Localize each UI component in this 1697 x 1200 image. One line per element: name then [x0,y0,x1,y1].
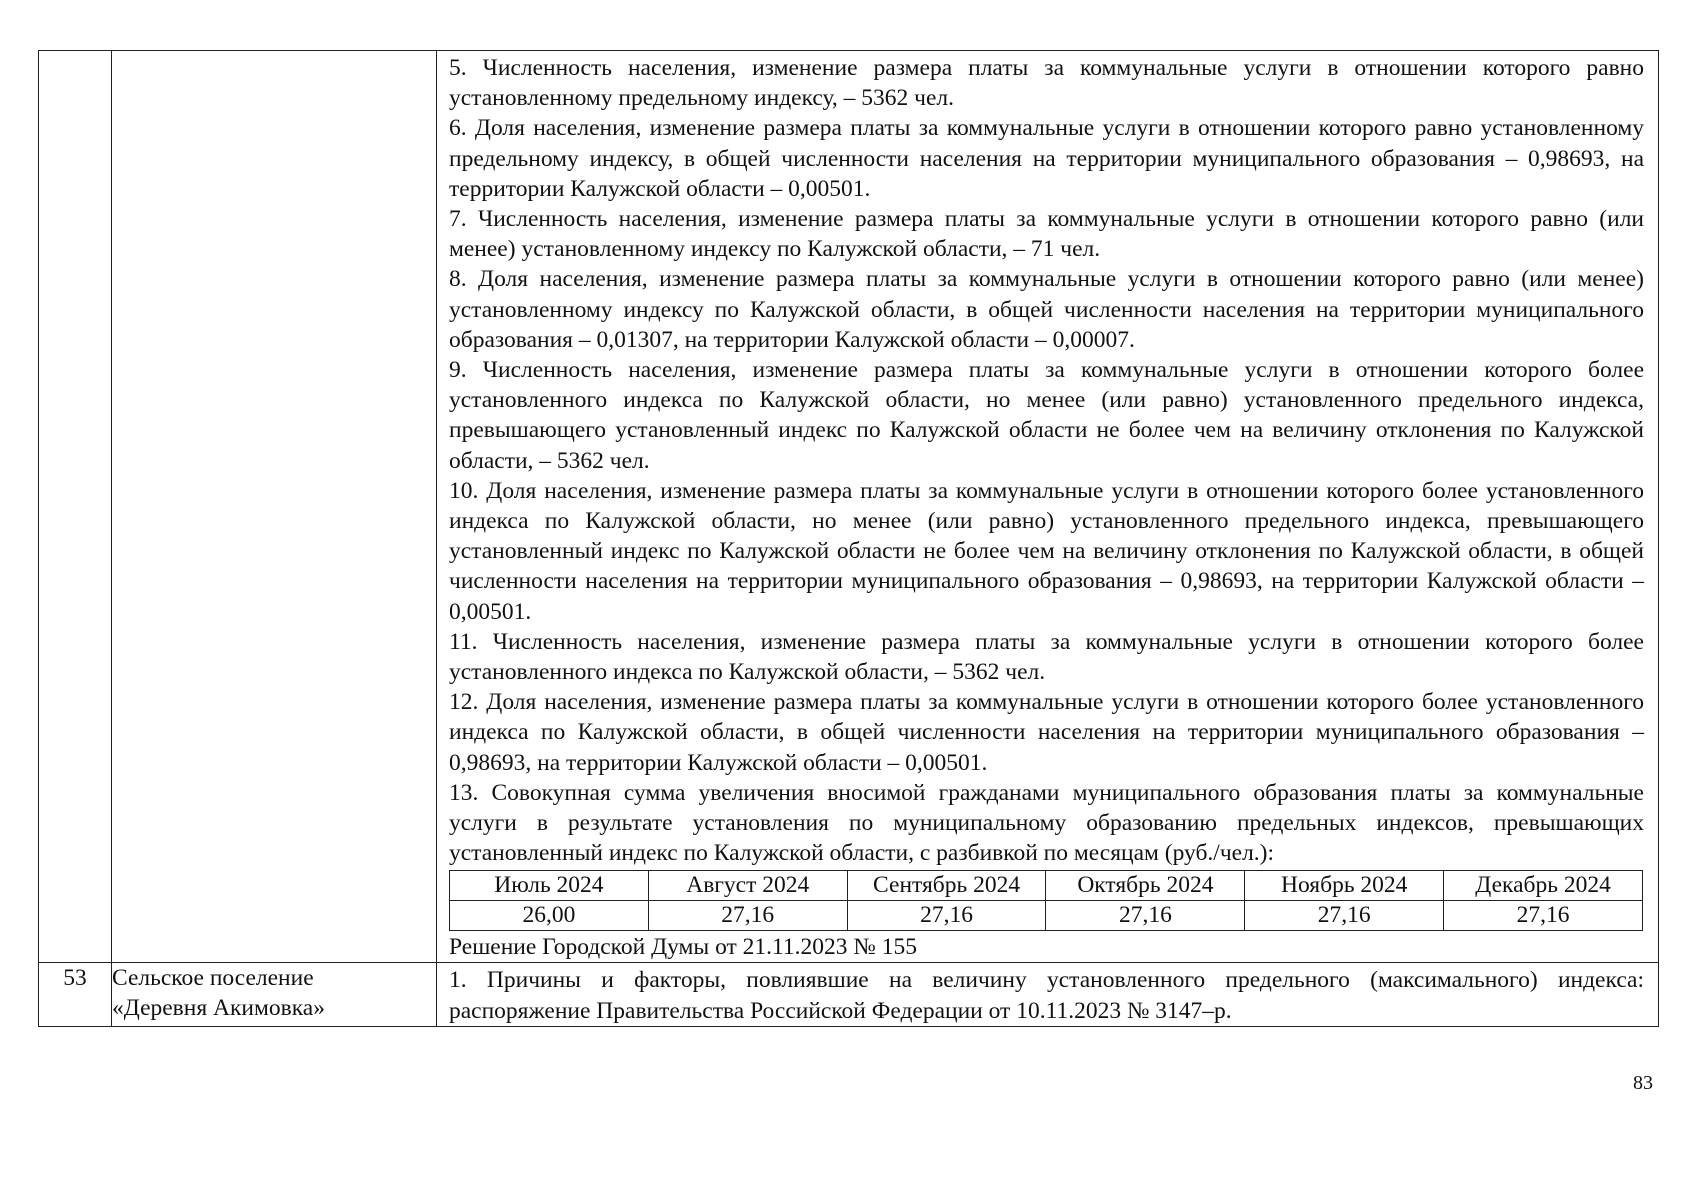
month-header: Декабрь 2024 [1444,871,1643,901]
month-header: Октябрь 2024 [1046,871,1245,901]
municipality-name-line1: Сельское поселение [112,965,314,992]
month-value: 27,16 [1444,901,1643,931]
months-value-row [450,901,1643,931]
description-cell [437,51,1659,963]
month-value: 27,16 [1245,901,1444,931]
indices-table [38,50,1659,1027]
month-header: Ноябрь 2024 [1245,871,1444,901]
month-header: Август 2024 [648,871,847,901]
month-header: Сентябрь 2024 [847,871,1046,901]
paragraph-11: 11. Численность населения, изменение размера платы за коммунальные услуги в отношении которого более установленного индекса по Калужской области, – 5362 чел. [449,628,1644,686]
month-value: 26,00 [450,901,649,931]
municipality-name-cell [112,51,437,963]
paragraph-10: 10. Доля населения, изменение размера платы за коммунальные услуги в отношении которого более установленного индекса по Калужской области, но менее (или равно) установленного предельного индекса, превышающего установленный индекс по Калужской области не более чем на величину отклонения по Калужской области, в общей численности населения на территории муниципального образования – 0,98693, на территории Калужской области – 0,00501. [449,477,1644,625]
municipality-name-line2: «Деревня Акимовка» [112,995,325,1022]
table-row-53 [39,963,1659,1026]
row-number-cell: 53 [39,963,112,1026]
paragraph-6: 6. Доля населения, изменение размера платы за коммунальные услуги в отношении которого равно установленному предельному индексу, в общей численности населения на территории муниципального образования – 0,98693, на территории Калужской области – 0,00501. [449,115,1644,202]
row-number-cell [39,51,112,963]
paragraph-13: 13. Совокупная сумма увеличения вносимой гражданами муниципального образования платы за коммунальные услуги в результате установления по муниципальному образованию предельных индексов, превышающих установленный индекс по Калужской области, с разбивкой по месяцам (руб./чел.): [449,779,1644,867]
paragraph-5: 5. Численность населения, изменение размера платы за коммунальные услуги в отношении которого равно установленному предельному индексу, – 5362 чел. [449,55,1644,112]
description-text [437,963,1658,1025]
month-value: 27,16 [648,901,847,931]
month-value: 27,16 [847,901,1046,931]
description-text [437,51,1658,962]
month-header: Июль 2024 [450,871,649,901]
paragraph-8: 8. Доля населения, изменение размера платы за коммунальные услуги в отношении которого равно (или менее) установленному индексу по Калужской области, в общей численности населения на территории муниципального образования – 0,01307, на территории Калужской области – 0,00007. [449,266,1644,353]
paragraph-12: 12. Доля населения, изменение размера платы за коммунальные услуги в отношении которого более установленного индекса по Калужской области, в общей численности населения на территории муниципального образования – 0,98693, на территории Калужской области – 0,00501. [449,689,1644,776]
paragraph-9: 9. Численность населения, изменение размера платы за коммунальные услуги в отношении которого более установленного индекса по Калужской области, но менее (или равно) установленного предельного индекса, превышающего установленный индекс по Калужской области не более чем на величину отклонения по Калужской области, – 5362 чел. [449,357,1644,474]
month-value: 27,16 [1046,901,1245,931]
months-header-row [450,871,1643,901]
table-row-continuation [39,51,1659,963]
paragraph-1: 1. Причины и факторы, повлиявшие на величину установленного предельного (максимального) индекса: распоряжение Правительства Российской Федерации от 10.11.2023 № 3147–р. [449,967,1644,1024]
page-number: 83 [1633,1072,1653,1094]
paragraph-7: 7. Численность населения, изменение размера платы за коммунальные услуги в отношении которого равно (или менее) установленному индексу по Калужской области, – 71 чел. [449,206,1644,263]
decision-reference: Решение Городской Думы от 21.11.2023 № 155 [449,934,917,961]
municipality-name-cell [112,963,437,1026]
monthly-sum-table [449,870,1643,931]
description-cell [437,963,1659,1026]
